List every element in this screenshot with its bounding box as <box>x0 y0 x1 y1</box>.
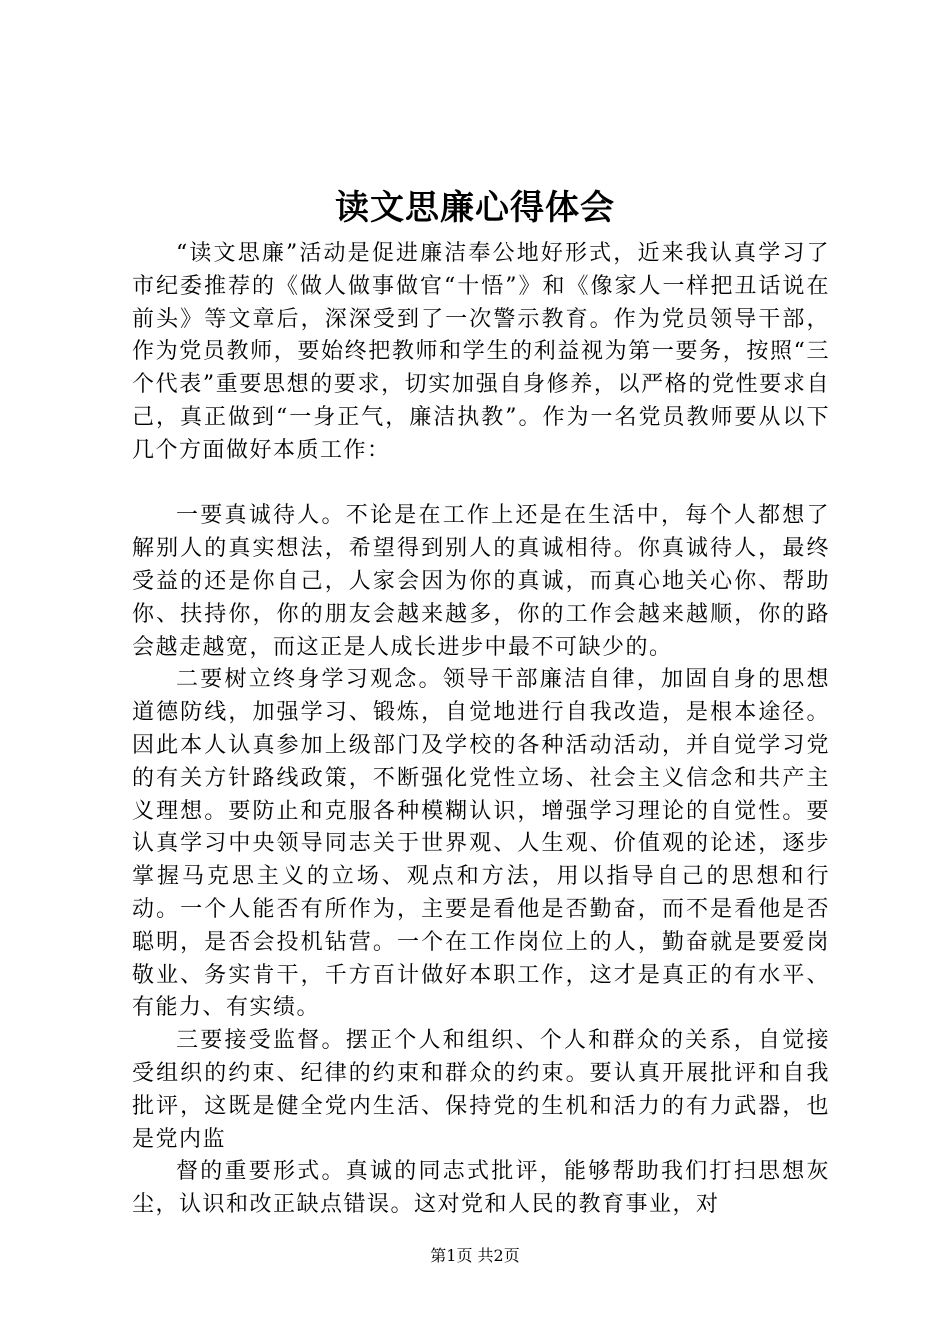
paragraph-learning: 二要树立终身学习观念。领导干部廉洁自律，加固自身的思想道德防线，加强学习、锻炼，自觉地进行自我改造，是根本途径。因此本人认真参加上级部门及学校的各种活动活动，并自觉学习党的有关方针路线政策，不断强化党性立场、社会主义信念和共产主义理想。要防止和克服各种模糊认识，增强学习理论的自觉性。要认真学习中央领导同志关于世界观、人生观、价值观的论述，逐步掌握马克思主义的立场、观点和方法，用以指导自己的思想和行动。一个人能否有所作为，主要是看他是否勤奋，而不是看他是否聪明，是否会投机钻营。一个在工作岗位上的人，勤奋就是要爱岗敬业、务实肯干，千方百计做好本职工作，这才是真正的有水平、有能力、有实绩。 <box>132 667 830 1021</box>
paragraph-intro: “读文思廉”活动是促进廉洁奉公地好形式，近来我认真学习了市纪委推荐的《做人做事做官“十悟”》和《像家人一样把丑话说在前头》等文章后，深深受到了一次警示教育。作为党员领导干部，作为党员教师，要始终把教师和学生的利益视为第一要务，按照“三个代表”重要思想的要求，切实加强自身修养，以严格的党性要求自己，真正做到“一身正气，廉洁执教”。作为一名党员教师要从以下几个方面做好本质工作： <box>132 241 830 463</box>
paragraph-sincerity: 一要真诚待人。不论是在工作上还是在生活中，每个人都想了解别人的真实想法，希望得到别人的真诚相待。你真诚待人，最终受益的还是你自己，人家会因为你的真诚，而真心地关心你、帮助你、扶持你，你的朋友会越来越多，你的工作会越来越顺，你的路会越走越宽，而这正是人成长进步中最不可缺少的。 <box>132 503 830 660</box>
document-body <box>132 238 830 1222</box>
paragraph-continuation: 督的重要形式。真诚的同志式批评，能够帮助我们打扫思想灰尘，认识和改正缺点错误。这对党和人民的教育事业，对 <box>132 1159 830 1218</box>
paragraph-supervision: 三要接受监督。摆正个人和组织、个人和群众的关系，自觉接受组织的约束、纪律的约束和群众的约束。要认真开展批评和自我批评，这既是健全党内生活、保持党的生机和活力的有力武器，也是党内监 <box>132 1028 830 1152</box>
document-title: 读文思廉心得体会 <box>335 188 615 228</box>
page-footer: 第1页 共2页 <box>430 1246 520 1265</box>
